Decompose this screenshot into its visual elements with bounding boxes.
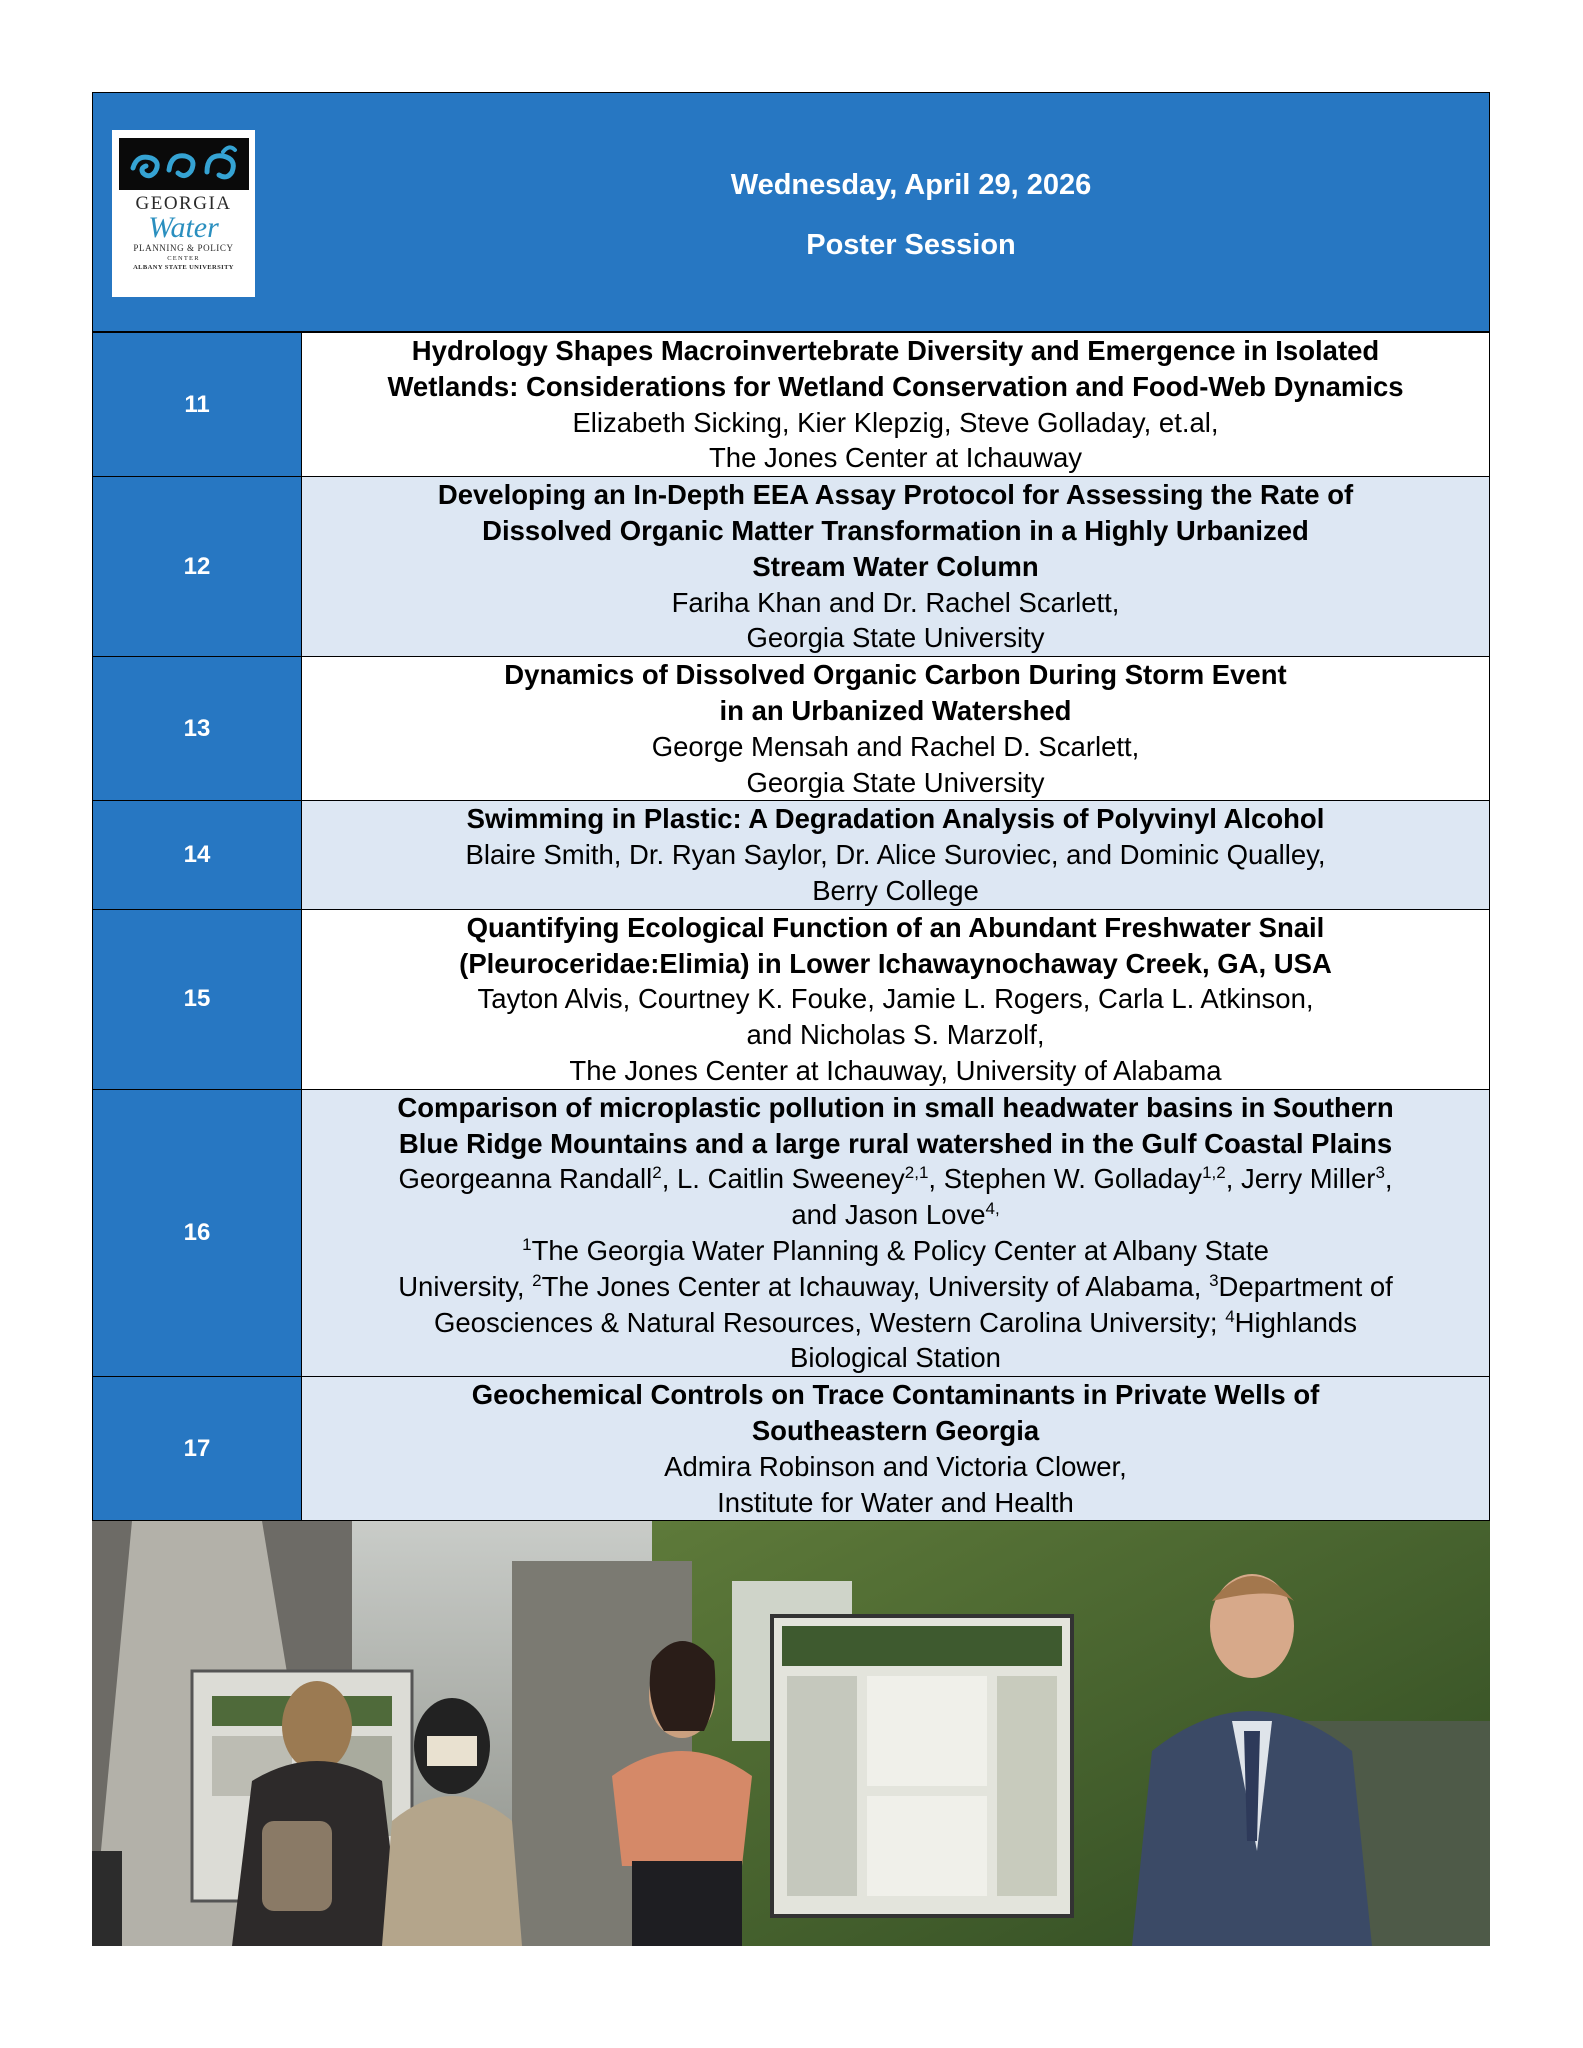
poster-title-line: Dynamics of Dissolved Organic Carbon During Storm Event (504, 659, 1287, 691)
logo-text-water: Water (148, 211, 219, 244)
affiliation-superscript: 2 (532, 1270, 542, 1290)
poster-title-line: Swimming in Plastic: A Degradation Analysis of Polyvinyl Alcohol (466, 803, 1325, 835)
gwppc-logo (112, 130, 255, 297)
poster-authors: Fariha Khan and Dr. Rachel Scarlett, (671, 586, 1120, 618)
poster-title-line: Geochemical Controls on Trace Contaminants in Private Wells of (471, 1379, 1320, 1411)
author-separator: , (1384, 1163, 1393, 1195)
poster-number: 12 (93, 477, 302, 657)
poster-number: 15 (93, 909, 302, 1089)
poster-details (302, 1089, 1490, 1376)
poster-title-line: Developing an In-Depth EEA Assay Protocol for Assessing the Rate of (437, 479, 1354, 511)
affiliation-text: Geosciences & Natural Resources, Western Carolina University; (434, 1306, 1226, 1338)
poster-title-line: (Pleuroceridae:Elimia) in Lower Ichawaynochaway Creek, GA, USA (459, 947, 1332, 979)
affiliation-text: Highlands (1234, 1306, 1357, 1338)
author-superscript: 4, (985, 1198, 1000, 1218)
poster-authors: Tayton Alvis, Courtney K. Fouke, Jamie L. Rogers, Carla L. Atkinson, (477, 983, 1314, 1015)
poster-row-13 (93, 657, 1490, 801)
poster-authors: Admira Robinson and Victoria Clower, (664, 1450, 1127, 1482)
poster-details (302, 657, 1490, 801)
logo-text-planning: PLANNING & POLICY (133, 243, 234, 253)
poster-affiliation: Institute for Water and Health (717, 1486, 1074, 1518)
poster-number: 13 (93, 657, 302, 801)
poster-number: 11 (93, 333, 302, 477)
poster-session-photo (92, 1521, 1490, 1946)
poster-title-line: Blue Ridge Mountains and a large rural watershed in the Gulf Coastal Plains (398, 1127, 1393, 1159)
poster-affiliation: Georgia State University (746, 766, 1045, 798)
water-swirl-icon (119, 138, 249, 190)
poster-authors: Blaire Smith, Dr. Ryan Saylor, Dr. Alice Suroviec, and Dominic Qualley, (465, 839, 1326, 871)
poster-details (302, 1377, 1490, 1521)
session-title: Poster Session (806, 229, 1016, 261)
affiliation-text: The Georgia Water Planning & Policy Center at Albany State (531, 1234, 1269, 1266)
author-superscript: 2 (652, 1163, 662, 1183)
author-superscript: 2,1 (904, 1163, 929, 1183)
affiliation-text: Department of (1218, 1270, 1393, 1302)
logo-text-university: ALBANY STATE UNIVERSITY (133, 264, 234, 271)
author-name: , L. Caitlin Sweeney (661, 1163, 905, 1195)
schedule-page (92, 92, 1490, 1946)
affiliation-superscript: 3 (1209, 1270, 1219, 1290)
poster-authors: Elizabeth Sicking, Kier Klepzig, Steve Golladay, et.al, (572, 406, 1219, 438)
poster-title-line: Quantifying Ecological Function of an Abundant Freshwater Snail (466, 911, 1325, 943)
poster-number: 14 (93, 801, 302, 909)
poster-title-line: Wetlands: Considerations for Wetland Conservation and Food-Web Dynamics (387, 370, 1404, 402)
poster-affiliation: Georgia State University (746, 622, 1045, 654)
author-name: Georgeanna Randall (398, 1163, 653, 1195)
poster-row-16 (93, 1089, 1490, 1376)
poster-affiliation: The Jones Center at Ichauway, University of Alabama (569, 1054, 1222, 1086)
poster-affiliation: The Jones Center at Ichauway (709, 442, 1082, 474)
poster-number: 16 (93, 1089, 302, 1376)
poster-title-line: Southeastern Georgia (751, 1414, 1040, 1446)
author-name: , Jerry Miller (1225, 1163, 1376, 1195)
poster-details (302, 477, 1490, 657)
logo-text-georgia: GEORGIA (135, 193, 232, 214)
poster-row-12 (93, 477, 1490, 657)
poster-authors: and Nicholas S. Marzolf, (746, 1019, 1045, 1051)
session-header (92, 92, 1490, 332)
poster-title-line: in an Urbanized Watershed (719, 694, 1072, 726)
poster-authors (302, 1161, 1489, 1197)
poster-row-11 (93, 333, 1490, 477)
logo-text-center: CENTER (167, 255, 200, 262)
poster-row-14 (93, 801, 1490, 909)
poster-affiliation (302, 1305, 1489, 1341)
affiliation-text: University, (398, 1270, 533, 1302)
author-name: , Stephen W. Golladay (928, 1163, 1203, 1195)
poster-title-line: Comparison of microplastic pollution in small headwater basins in Southern (397, 1091, 1394, 1123)
poster-authors: George Mensah and Rachel D. Scarlett, (651, 730, 1140, 762)
poster-title-line: Dissolved Organic Matter Transformation in a Highly Urbanized (482, 514, 1309, 546)
poster-row-15 (93, 909, 1490, 1089)
poster-row-17 (93, 1377, 1490, 1521)
poster-details (302, 333, 1490, 477)
author-superscript: 3 (1375, 1163, 1385, 1183)
affiliation-superscript: 4 (1225, 1306, 1235, 1326)
poster-affiliation (302, 1269, 1489, 1305)
session-date: Wednesday, April 29, 2026 (730, 169, 1092, 201)
poster-authors (302, 1197, 1489, 1233)
author-name: and Jason Love (791, 1199, 986, 1231)
poster-details (302, 909, 1490, 1089)
affiliation-superscript: 1 (522, 1234, 532, 1254)
affiliation-text: The Jones Center at Ichauway, University of Alabama, (541, 1270, 1210, 1302)
poster-title-line: Stream Water Column (752, 550, 1039, 582)
author-superscript: 1,2 (1202, 1163, 1226, 1183)
poster-title-line: Hydrology Shapes Macroinvertebrate Diversity and Emergence in Isolated (411, 335, 1380, 366)
poster-number: 17 (93, 1377, 302, 1521)
poster-affiliation (302, 1233, 1489, 1269)
poster-details (302, 801, 1490, 909)
poster-schedule-table (92, 332, 1490, 1521)
poster-affiliation: Berry College (812, 874, 979, 906)
poster-affiliation: Biological Station (790, 1342, 1001, 1374)
